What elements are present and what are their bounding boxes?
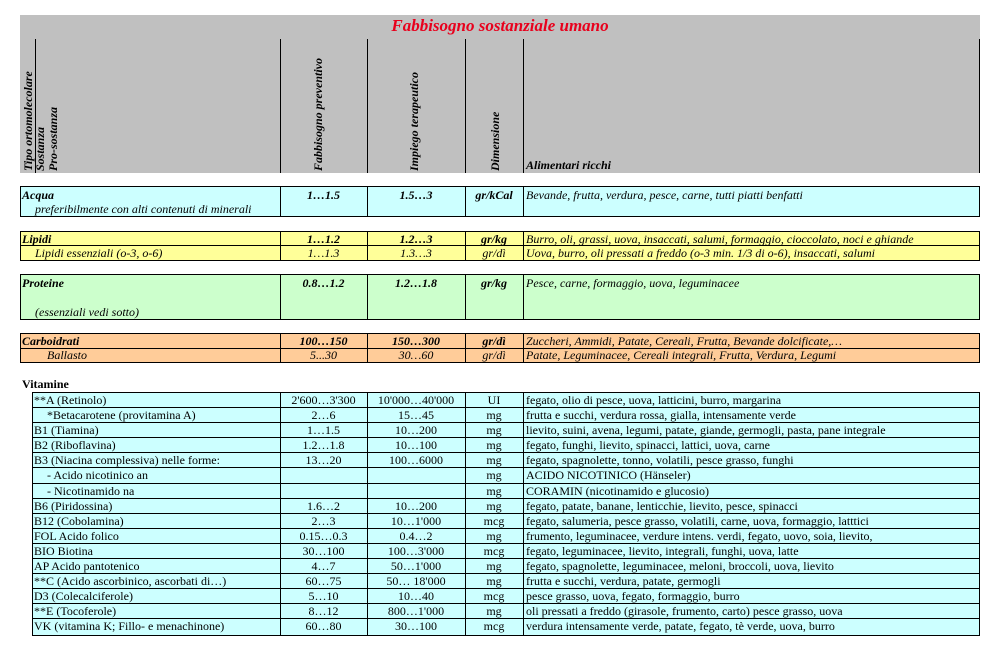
- proteine-dim: gr/kg: [480, 276, 507, 290]
- vitamina-foods: oli pressati a freddo (girasole, frumento, carto) pesce grasso, uova: [526, 604, 843, 619]
- vitamina-name: B1 (Tiamina): [34, 423, 99, 438]
- table-header: [20, 39, 980, 173]
- vitamina-name: FOL Acido folico: [34, 528, 119, 543]
- vitamina-foods: pesce grasso, uova, fegato, formaggio, burro: [526, 589, 740, 604]
- vitamina-ter: 15…45: [398, 408, 434, 423]
- acqua-ter: 1.5…3: [399, 188, 433, 202]
- acqua-note: preferibilmente con alti contenuti di minerali: [35, 202, 252, 216]
- vitamina-foods: verdura intensamente verde, patate, fegato, tè verde, uova, burro: [526, 619, 835, 634]
- carboidrati-sub-dim: gr/dì: [482, 348, 506, 362]
- vitamina-name: B12 (Cobolamina): [34, 513, 124, 528]
- vitamina-prev: 2'600…3'300: [291, 393, 356, 407]
- vitamina-prev: 1…1.5: [307, 423, 340, 438]
- vitamina-dim: mg: [486, 408, 502, 423]
- vitamina-dim: mg: [486, 453, 502, 468]
- vitamina-name: D3 (Colecalciferole): [34, 589, 133, 604]
- table-row: [33, 393, 979, 408]
- lipidi-ter: 1.2…3: [399, 232, 433, 246]
- acqua-prev: 1…1.5: [307, 188, 340, 202]
- vitamina-prev: 30…100: [302, 543, 345, 558]
- vitamina-name: **E (Tocoferole): [34, 604, 117, 619]
- header-alimentari: Alimentari ricchi: [526, 158, 612, 172]
- vitamina-name: **A (Retinolo): [34, 393, 107, 407]
- vitamina-ter: 10…40: [398, 589, 434, 604]
- vitamina-dim: mg: [486, 559, 502, 574]
- vitamina-foods: fegato, patate, banane, lenticchie, lievito, pesce, spinacci: [526, 498, 798, 513]
- vitamina-name: B2 (Riboflavina): [34, 438, 116, 453]
- header-fabbisogno: Fabbisogno preventivo: [311, 58, 325, 171]
- vitamina-ter: 50… 18'000: [386, 574, 446, 589]
- vitamina-prev: 0.15…0.3: [299, 528, 348, 543]
- vitamina-ter: 30…100: [395, 619, 437, 634]
- vitamina-ter: 0.4…2: [399, 528, 433, 543]
- acqua-name: Acqua: [22, 188, 55, 202]
- vitamina-prev: 8…12: [308, 604, 339, 619]
- carboidrati-foods: Zuccheri, Ammidi, Patate, Cereali, Frutta, Bevande dolcificate,…: [526, 334, 842, 348]
- vitamina-prev: 5…10: [308, 589, 339, 604]
- proteine-prev: 0.8…1.2: [302, 276, 345, 290]
- vitamina-ter: 800…1'000: [387, 604, 445, 619]
- vitamina-ter: 50…1'000: [390, 559, 442, 574]
- section-proteine: [20, 274, 980, 320]
- vitamine-table: [32, 392, 980, 636]
- acqua-dim: gr/kCal: [475, 188, 513, 202]
- vitamina-foods: ACIDO NICOTINICO (Hänseler): [526, 468, 691, 483]
- page-title: Fabbisogno sostanziale umano: [391, 16, 609, 35]
- vitamina-name: - Nicotinamido na: [47, 483, 135, 498]
- table-row: [33, 408, 979, 423]
- carboidrati-prev: 100…150: [299, 334, 348, 348]
- vitamina-dim: UI: [487, 393, 501, 407]
- vitamina-ter: 10…1'000: [390, 513, 442, 528]
- vitamina-foods: lievito, suini, avena, legumi, patate, giande, germogli, pasta, pane integrale: [526, 423, 886, 438]
- vitamina-ter: 100…3'000: [387, 543, 445, 558]
- table-row: [33, 453, 979, 468]
- acqua-foods: Bevande, frutta, verdura, pesce, carne, tutti piatti benfatti: [526, 188, 803, 202]
- vitamina-foods: frutta e succhi, verdura, patate, germogli: [526, 574, 721, 589]
- section-lipidi: [20, 231, 980, 261]
- table-row: [33, 499, 979, 514]
- vitamina-prev: 2…3: [311, 513, 336, 528]
- section-acqua: [20, 186, 980, 217]
- vitamina-name: B6 (Piridossina): [34, 498, 113, 513]
- table-row: [33, 484, 979, 499]
- table-row: [33, 438, 979, 453]
- table-row: [33, 468, 979, 483]
- carboidrati-sub-ter: 30…60: [398, 348, 434, 362]
- vitamina-dim: mcg: [483, 513, 505, 528]
- lipidi-sub-foods: Uova, burro, oli pressati a freddo (o-3 min. 1/3 di o-6), insaccati, salumi: [526, 246, 875, 260]
- header-dimensione: Dimensione: [488, 111, 502, 171]
- vitamina-name: VK (vitamina K; Fillo- e menachinone): [34, 619, 225, 634]
- lipidi-sub-name: Lipidi essenziali (o-3, o-6): [35, 246, 163, 260]
- vitamina-dim: mg: [486, 438, 502, 453]
- table-row: [33, 423, 979, 438]
- vitamina-name: *Betacarotene (provitamina A): [47, 408, 196, 423]
- vitamina-foods: fegato, leguminacee, lievito, integrali, funghi, uova, latte: [526, 543, 799, 558]
- vitamina-dim: mg: [486, 423, 502, 438]
- vitamina-prev: 60…75: [305, 574, 342, 589]
- proteine-name: Proteine: [22, 276, 64, 290]
- header-sostanza: Sostanza: [33, 126, 47, 171]
- vitamina-foods: frumento, leguminacee, verdure intens. verdi, fegato, uovo, soia, lievito,: [526, 528, 873, 543]
- vitamina-foods: frutta e succhi, verdura rossa, gialla, intensamente verde: [526, 408, 796, 423]
- proteine-note: (essenziali vedi sotto): [35, 305, 139, 319]
- vitamina-dim: mcg: [483, 589, 505, 604]
- vitamina-ter: 10…200: [395, 423, 437, 438]
- vitamina-ter: 10'000…40'000: [377, 393, 455, 407]
- lipidi-sub-prev: 1…1.3: [307, 246, 340, 260]
- vitamina-foods: fegato, funghi, lievito, spinacci, lattici, uova, carne: [526, 438, 770, 453]
- carboidrati-name: Carboidrati: [22, 334, 80, 348]
- table-row: [33, 619, 979, 634]
- lipidi-prev: 1…1.2: [307, 232, 340, 246]
- table-row: [33, 604, 979, 619]
- vitamina-dim: mg: [486, 604, 502, 619]
- vitamina-name: **C (Acido ascorbinico, ascorbati di…): [34, 574, 227, 589]
- lipidi-sub-ter: 1.3…3: [400, 246, 432, 260]
- vitamina-prev: 4…7: [311, 559, 336, 574]
- vitamina-ter: 100…6000: [389, 453, 443, 468]
- vitamina-dim: mcg: [483, 619, 505, 634]
- vitamina-prev: 1.6…2: [307, 498, 340, 513]
- carboidrati-ter: 150…300: [392, 334, 440, 348]
- vitamina-foods: fegato, spagnolette, leguminacee, meloni, broccoli, uova, lievito: [526, 559, 834, 574]
- carboidrati-sub-foods: Patate, Leguminacee, Cereali integrali, Frutta, Verdura, Legumi: [526, 348, 837, 362]
- vitamina-name: - Acido nicotinico an: [47, 468, 148, 483]
- lipidi-dim: gr/kg: [480, 232, 507, 246]
- vitamina-name: B3 (Niacina complessiva) nelle forme:: [34, 453, 220, 468]
- vitamina-prev: 1.2…1.8: [302, 438, 345, 453]
- vitamina-foods: fegato, salumeria, pesce grasso, volatili, carne, uova, formaggio, latttici: [526, 513, 869, 528]
- table-row: [33, 529, 979, 544]
- vitamina-dim: mg: [486, 468, 502, 483]
- table-row: [33, 589, 979, 604]
- vitamina-prev: 2…6: [311, 408, 336, 423]
- vitamina-ter: 10…100: [395, 438, 437, 453]
- vitamina-dim: mg: [486, 528, 502, 543]
- vitamina-foods: CORAMIN (nicotinamido e glucosio): [526, 483, 709, 498]
- vitamina-dim: mg: [486, 483, 502, 498]
- proteine-foods: Pesce, carne, formaggio, uova, leguminacee: [526, 276, 740, 290]
- table-row: [33, 574, 979, 589]
- lipidi-foods: Burro, oli, grassi, uova, insaccati, salumi, formaggio, cioccolato, noci e ghiande: [526, 232, 914, 246]
- vitamina-name: AP Acido pantotenico: [34, 559, 140, 574]
- vitamina-prev: 60…80: [305, 619, 342, 634]
- header-tipo: Tipo ortomolecolare: [21, 71, 35, 171]
- vitamina-ter: 10…200: [395, 498, 437, 513]
- proteine-ter: 1.2…1.8: [395, 276, 437, 290]
- vitamina-name: BIO Biotina: [34, 543, 93, 558]
- vitamina-foods: fegato, spagnolette, tonno, volatili, pesce grasso, funghi: [526, 453, 794, 468]
- table-row: [33, 559, 979, 574]
- section-carboidrati: [20, 333, 980, 363]
- vitamina-prev: 13…20: [305, 453, 342, 468]
- header-prosostanza: Pro-sostanza: [46, 106, 60, 171]
- table-row: [33, 514, 979, 529]
- vitamina-dim: mg: [486, 498, 502, 513]
- header-impiego: Impiego terapeutico: [407, 72, 421, 171]
- lipidi-sub-dim: gr/dì: [482, 246, 506, 260]
- carboidrati-sub-prev: 5...30: [310, 348, 337, 362]
- vitamina-dim: mg: [486, 574, 502, 589]
- carboidrati-sub-name: Ballasto: [47, 348, 88, 362]
- vitamine-heading: Vitamine: [22, 377, 69, 391]
- table-row: [33, 544, 979, 559]
- vitamina-dim: mcg: [483, 543, 505, 558]
- carboidrati-dim: gr/dì: [482, 334, 506, 348]
- lipidi-name: Lipidi: [22, 232, 52, 246]
- vitamina-foods: fegato, olio di pesce, uova, latticini, burro, margarina: [526, 393, 782, 407]
